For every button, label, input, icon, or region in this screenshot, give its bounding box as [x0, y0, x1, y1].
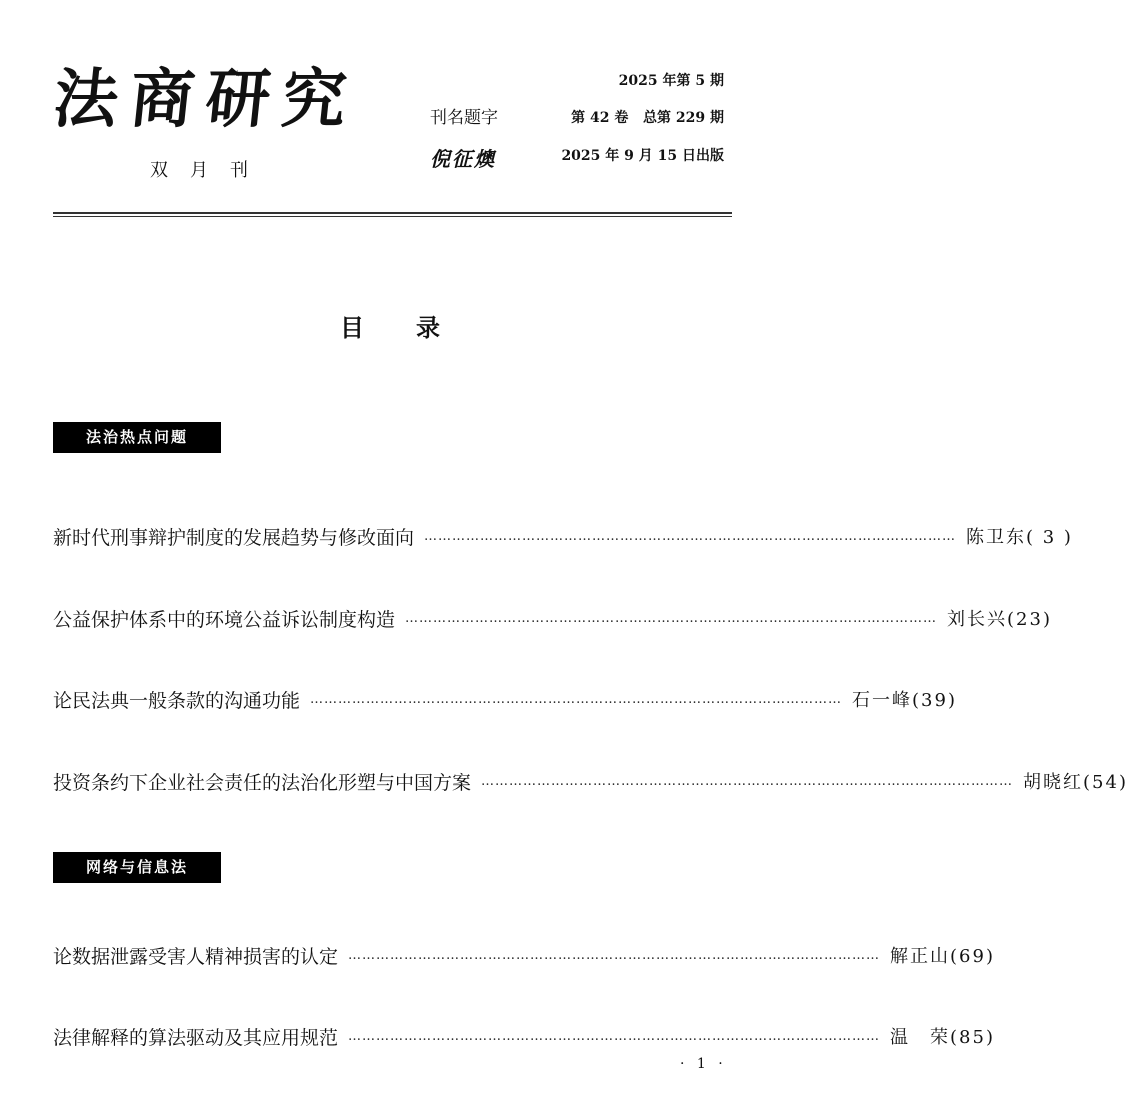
publication-frequency: 双月刊 — [150, 160, 270, 181]
toc-entry[interactable] — [53, 685, 957, 713]
toc-entry[interactable] — [53, 767, 1128, 795]
section-label-network-information-law: 网络与信息法 — [53, 852, 221, 883]
article-title[interactable]: 论民法典一般条款的沟通功能 — [53, 689, 301, 712]
publication-date: 2025 年 9 月 15 日出版 — [561, 148, 724, 164]
article-title[interactable]: 论数据泄露受害人精神损害的认定 — [53, 945, 339, 968]
article-author-page: 陈卫东( 3 ) — [966, 527, 1073, 548]
dot-leader: …………………………………………………………………………………………………… — [405, 610, 938, 626]
article-author-page: 解正山(69) — [890, 946, 995, 967]
article-author-page: 胡晓红(54) — [1023, 772, 1128, 793]
issue-number: 2025 年第 5 期 — [618, 73, 724, 89]
toc-entry[interactable] — [53, 522, 1073, 550]
title-inscription-label: 刊名题字 — [430, 108, 498, 128]
dot-leader: …………………………………………………………………………………………………… — [481, 773, 1014, 789]
header-divider — [53, 212, 732, 217]
toc-entry[interactable] — [53, 1022, 995, 1050]
page-number: · 1 · — [680, 1056, 727, 1072]
article-title[interactable]: 新时代刑事辩护制度的发展趋势与修改面向 — [53, 526, 415, 549]
section-label-rule-of-law-hot-issues: 法治热点问题 — [53, 422, 221, 453]
title-inscription-signature: 倪征燠 — [430, 147, 496, 171]
dot-leader: …………………………………………………………………………………………………… — [348, 1028, 881, 1044]
journal-title: 法商研究 — [50, 62, 362, 137]
toc-heading: 目录 — [340, 314, 492, 342]
article-title[interactable]: 公益保护体系中的环境公益诉讼制度构造 — [53, 608, 396, 631]
article-author-page: 石一峰(39) — [852, 690, 957, 711]
volume-number: 第 42 卷 总第 229 期 — [571, 110, 724, 126]
article-author-page: 刘长兴(23) — [947, 609, 1052, 630]
dot-leader: …………………………………………………………………………………………………… — [310, 691, 843, 707]
dot-leader: …………………………………………………………………………………………………… — [424, 528, 957, 544]
toc-entry[interactable] — [53, 604, 1052, 632]
dot-leader: …………………………………………………………………………………………………… — [348, 947, 881, 963]
toc-entry[interactable] — [53, 941, 995, 969]
article-author-page: 温 荣(85) — [890, 1027, 995, 1048]
article-title[interactable]: 法律解释的算法驱动及其应用规范 — [53, 1026, 339, 1049]
article-title[interactable]: 投资条约下企业社会责任的法治化形塑与中国方案 — [53, 771, 472, 794]
